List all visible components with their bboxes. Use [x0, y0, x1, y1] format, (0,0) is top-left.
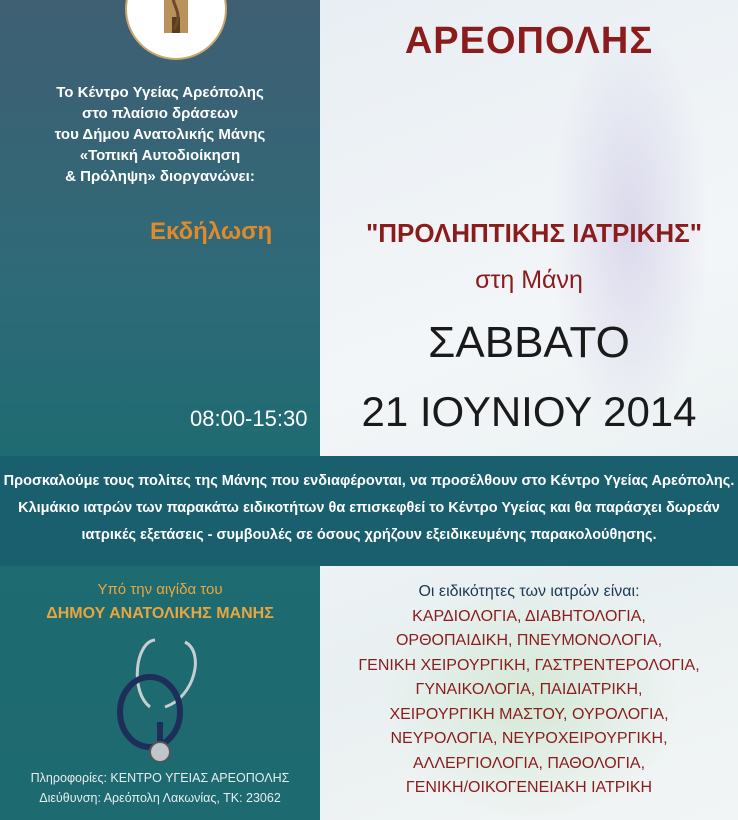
invitation-line: ιατρικές εξετάσεις - συμβουλές σε όσους χρήζουν εξειδικευμένης παρακολούθησης. — [81, 527, 657, 543]
title: ΑΡΕΟΠΟΛΗΣ — [404, 20, 654, 62]
event-name: "ΠΡΟΛΗΠΤΙΚΗΣ ΙΑΤΡΙΚΗΣ" — [365, 218, 703, 248]
event-place: στη Μάνη — [475, 266, 583, 294]
invitation-line: Προσκαλούμε τους πολίτες της Μάνης που ενδιαφέρονται, να προσέλθουν στο Κέντρο Υγείας Αρεόπολης. — [3, 473, 735, 489]
aegis-line: Υπό την αιγίδα του — [97, 581, 223, 598]
specialty-line: ΧΕΙΡΟΥΡΓΙΚΗ ΜΑΣΤΟΥ, ΟΥΡΟΛΟΓΙΑ, — [389, 705, 669, 723]
invitation-line: Κλιμάκιο ιατρών των παρακάτω ειδικοτήτων θα επισκεφθεί το Κέντρο Υγείας και θα παράσχει δωρεάν — [18, 500, 720, 516]
event-date: 21 ΙΟΥΝΙΟΥ 2014 — [361, 388, 697, 435]
intro-line: «Τοπική Αυτοδιοίκηση — [79, 147, 241, 164]
municipality-name: ΔΗΜΟΥ ΑΝΑΤΟΛΙΚΗΣ ΜΑΝΗΣ — [46, 605, 274, 622]
specialty-line: ΓΕΝΙΚΗ/ΟΙΚΟΓΕΝΕΙΑΚΗ ΙΑΤΡΙΚΗ — [405, 779, 653, 796]
contact-line: Διεύθυνση: Αρεόπολη Λακωνίας, ΤΚ: 23062 — [39, 791, 281, 805]
intro-text — [0, 82, 320, 187]
specialty-line: ΚΑΡΔΙΟΛΟΓΙΑ, ΔΙΑΒΗΤΟΛΟΓΙΑ, — [412, 607, 646, 625]
specialty-line: ΓΥΝΑΙΚΟΛΟΓΙΑ, ΠΑΙΔΙΑΤΡΙΚΗ, — [415, 681, 643, 698]
contact-line: Πληροφορίες: ΚΕΝΤΡΟ ΥΓΕΙΑΣ ΑΡΕΟΠΟΛΗΣ — [30, 771, 290, 785]
event-label: Εκδήλωση — [150, 218, 273, 245]
intro-line: & Πρόληψη» διοργανώνει: — [65, 168, 255, 185]
intro-line: Το Κέντρο Υγείας Αρεόπολης — [56, 84, 264, 101]
specialty-line: ΑΛΛΕΡΓΙΟΛΟΓΙΑ, ΠΑΘΟΛΟΓΙΑ, — [412, 754, 646, 772]
specialties-list — [320, 580, 738, 801]
invitation-band — [0, 456, 738, 566]
specialty-line: ΟΡΘΟΠΑΙΔΙΚΗ, ΠΝΕΥΜΟΝΟΛΟΓΙΑ, — [395, 632, 663, 649]
intro-line: του Δήμου Ανατολικής Μάνης — [54, 126, 266, 143]
intro-line: στο πλαίσιο δράσεων — [81, 105, 239, 122]
aegis — [0, 578, 320, 626]
event-day: ΣΑΒΒΑΤΟ — [428, 318, 630, 367]
event-time: 08:00-15:30 — [190, 406, 308, 431]
contact-info — [0, 768, 320, 808]
specialty-line: ΓΕΝΙΚΗ ΧΕΙΡΟΥΡΓΙΚΗ, ΓΑΣΤΡΕΝΤΕΡΟΛΟΓΙΑ, — [358, 656, 700, 674]
specialties-heading: Οι ειδικότητες των ιατρών είναι: — [418, 583, 640, 600]
stethoscope-icon — [110, 632, 220, 762]
specialty-line: ΝΕΥΡΟΛΟΓΙΑ, ΝΕΥΡΟΧΕΙΡΟΥΡΓΙΚΗ, — [390, 730, 668, 747]
